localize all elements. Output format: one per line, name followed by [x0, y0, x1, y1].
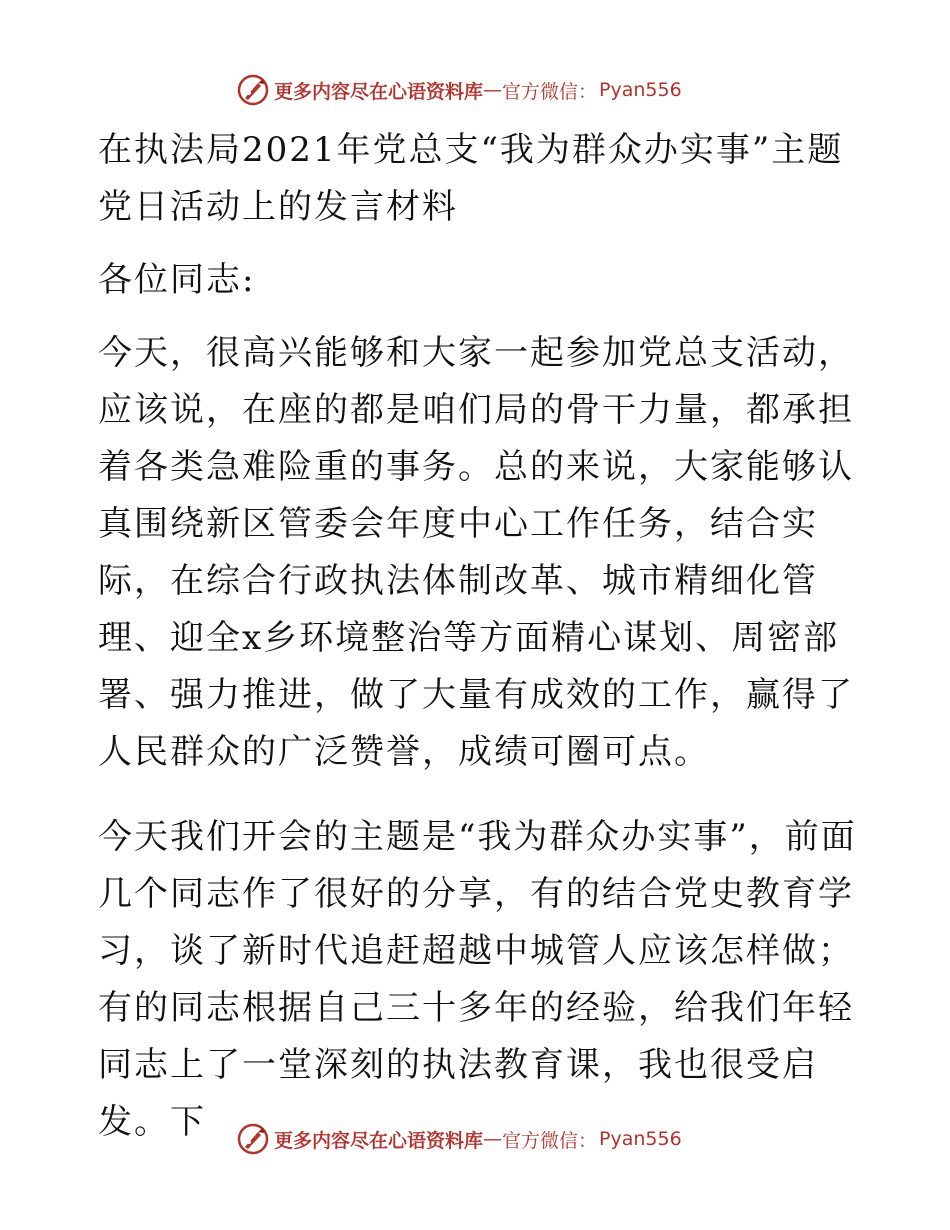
- watermark-wechat-id: Pyan556: [599, 79, 682, 101]
- quill-pen-logo-icon: [236, 73, 270, 107]
- watermark-separator: —: [483, 1128, 503, 1150]
- watermark-brand: 更多内容尽在心语资料库: [274, 80, 484, 103]
- header-watermark: [236, 72, 682, 108]
- footer-watermark: [236, 1121, 682, 1157]
- watermark-wechat-label: 官方微信：: [502, 80, 598, 103]
- paragraph-2: 今天我们开会的主题是“我为群众办实事”，前面几个同志作了很好的分享，有的结合党史教育学习，谈了新时代追赶超越中城管人应该怎样做；有的同志根据自己三十多年的经验，给我们年轻同志上了一堂深刻的执法教育课，我也很受启发。下: [98, 817, 857, 1142]
- paragraph-1: 今天，很高兴能够和大家一起参加党总支活动，应该说，在座的都是咱们局的骨干力量，都承担着各类急难险重的事务。总的来说，大家能够认真围绕新区管委会年度中心工作任务，结合实际，在综合行政执法体制改革、城市精细化管理、迎全x乡环境整治等方面精心谋划、周密部署、强力推进，做了大量有成效的工作，赢得了人民群众的广泛赞誉，成绩可圈可点。: [98, 333, 854, 772]
- greeting: 各位同志:: [98, 260, 256, 300]
- document-title: 在执法局2021年党总支“我为群众办实事”主题党日活动上的发言材料: [98, 130, 844, 227]
- watermark-wechat-label: 官方微信：: [502, 1129, 598, 1152]
- watermark-separator: —: [483, 79, 503, 101]
- watermark-wechat-id: Pyan556: [599, 1128, 682, 1150]
- watermark-brand: 更多内容尽在心语资料库: [274, 1129, 484, 1152]
- quill-pen-logo-icon: [236, 1122, 270, 1156]
